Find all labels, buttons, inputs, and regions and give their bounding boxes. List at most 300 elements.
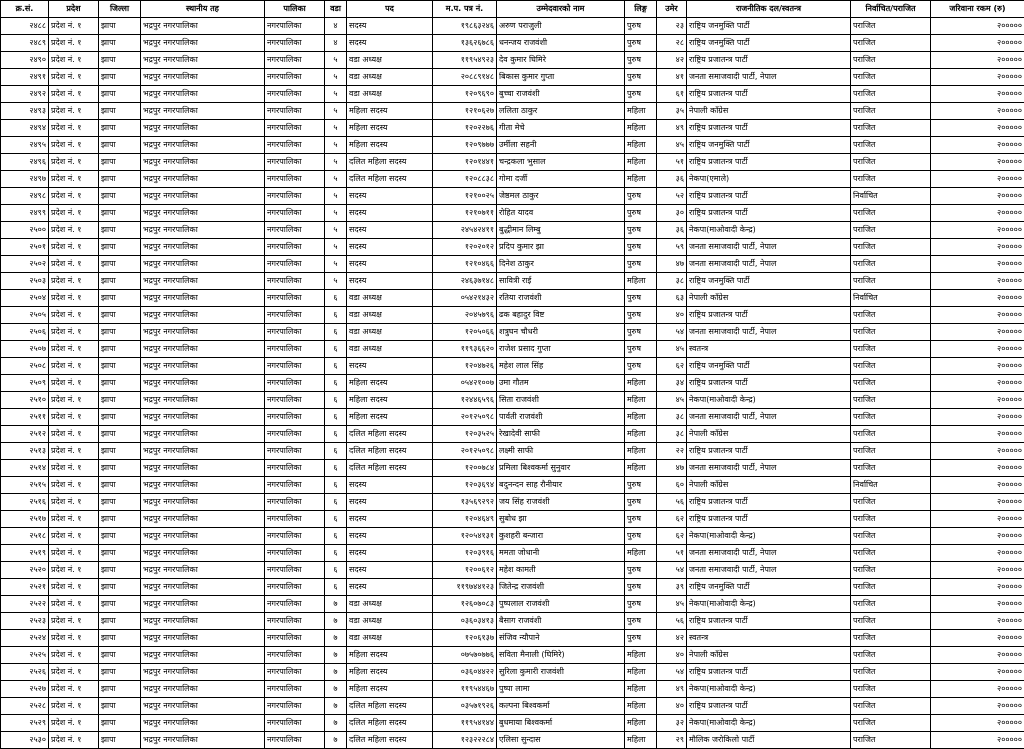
cell-municipality-type: नगरपालिका	[265, 154, 325, 171]
cell-candidate-name: बुद्धीमान लिम्बु	[497, 222, 625, 239]
cell-municipality-type: नगरपालिका	[265, 273, 325, 290]
table-row	[1, 732, 1024, 749]
cell-gender: महिला	[625, 392, 657, 409]
cell-municipality-type: नगरपालिका	[265, 562, 325, 579]
cell-province: प्रदेश नं. १	[49, 511, 99, 528]
cell-fine-amount: २०००००	[931, 290, 1024, 307]
cell-serial: २४९४	[1, 120, 49, 137]
table-row	[1, 137, 1024, 154]
cell-voter-id: २०१२५०९८	[433, 409, 497, 426]
cell-candidate-name: सविता मैनाली (घिमिरे)	[497, 647, 625, 664]
cell-candidate-name: एलिसा सुन्दास	[497, 732, 625, 749]
cell-voter-id: ०३५७१९२६	[433, 698, 497, 715]
cell-local-level: भद्रपुर नगरपालिका	[141, 443, 265, 460]
cell-province: प्रदेश नं. १	[49, 52, 99, 69]
cell-fine-amount: २०००००	[931, 460, 1024, 477]
cell-fine-amount: २०००००	[931, 120, 1024, 137]
cell-voter-id: ११९५४९२३	[433, 52, 497, 69]
cell-municipality-type: नगरपालिका	[265, 426, 325, 443]
cell-province: प्रदेश नं. १	[49, 154, 99, 171]
cell-ward: ५	[325, 171, 347, 188]
cell-province: प्रदेश नं. १	[49, 613, 99, 630]
cell-candidate-name: ढक बहादुर विष्ट	[497, 307, 625, 324]
cell-party: मौलिक जरोकिलो पार्टी	[687, 732, 851, 749]
cell-local-level: भद्रपुर नगरपालिका	[141, 681, 265, 698]
table-row	[1, 477, 1024, 494]
cell-province: प्रदेश नं. १	[49, 256, 99, 273]
cell-age: ५६	[657, 494, 687, 511]
cell-party: राष्ट्रिय प्रजातन्त्र पार्टी	[687, 375, 851, 392]
cell-district: झापा	[99, 460, 141, 477]
table-row	[1, 171, 1024, 188]
cell-province: प्रदेश नं. १	[49, 120, 99, 137]
cell-district: झापा	[99, 375, 141, 392]
cell-candidate-name: गोमा दर्जी	[497, 171, 625, 188]
cell-local-level: भद्रपुर नगरपालिका	[141, 290, 265, 307]
cell-gender: पुरुष	[625, 205, 657, 222]
cell-fine-amount: २०००००	[931, 358, 1024, 375]
cell-municipality-type: नगरपालिका	[265, 528, 325, 545]
cell-age: ५४	[657, 664, 687, 681]
cell-voter-id: १२६०७०८३	[433, 596, 497, 613]
cell-candidate-name: बिकास कुमार गुप्ता	[497, 69, 625, 86]
cell-party: नेपाली काँग्रेस	[687, 103, 851, 120]
cell-municipality-type: नगरपालिका	[265, 392, 325, 409]
cell-serial: २५१९	[1, 545, 49, 562]
cell-ward: ६	[325, 545, 347, 562]
cell-province: प्रदेश नं. १	[49, 562, 99, 579]
cell-municipality-type: नगरपालिका	[265, 188, 325, 205]
cell-post: सदस्य	[347, 358, 433, 375]
cell-local-level: भद्रपुर नगरपालिका	[141, 239, 265, 256]
cell-party: नेकपा(माओवादी केन्द्र)	[687, 528, 851, 545]
cell-municipality-type: नगरपालिका	[265, 69, 325, 86]
cell-gender: पुरुष	[625, 358, 657, 375]
cell-party: राष्ट्रिय प्रजातन्त्र पार्टी	[687, 120, 851, 137]
cell-province: प्रदेश नं. १	[49, 188, 99, 205]
cell-municipality-type: नगरपालिका	[265, 341, 325, 358]
header-voter-id: म.प. पत्र नं.	[433, 1, 497, 18]
cell-municipality-type: नगरपालिका	[265, 86, 325, 103]
cell-municipality-type: नगरपालिका	[265, 137, 325, 154]
cell-candidate-name: जेष्ठमल ठाकुर	[497, 188, 625, 205]
cell-fine-amount: २०००००	[931, 86, 1024, 103]
cell-province: प्रदेश नं. १	[49, 137, 99, 154]
cell-gender: पुरुष	[625, 324, 657, 341]
table-row	[1, 18, 1024, 35]
table-row	[1, 664, 1024, 681]
cell-local-level: भद्रपुर नगरपालिका	[141, 205, 265, 222]
cell-municipality-type: नगरपालिका	[265, 579, 325, 596]
cell-gender: पुरुष	[625, 222, 657, 239]
table-row	[1, 188, 1024, 205]
cell-district: झापा	[99, 103, 141, 120]
cell-serial: २४९८	[1, 188, 49, 205]
cell-candidate-name: शत्रुघन चौधरी	[497, 324, 625, 341]
cell-candidate-name: जय सिंह राजवंशी	[497, 494, 625, 511]
cell-candidate-name: गीता मेचे	[497, 120, 625, 137]
cell-serial: २५३०	[1, 732, 49, 749]
cell-province: प्रदेश नं. १	[49, 35, 99, 52]
table-row	[1, 460, 1024, 477]
cell-ward: ६	[325, 426, 347, 443]
cell-candidate-name: सावित्री राई	[497, 273, 625, 290]
cell-age: ३८	[657, 426, 687, 443]
cell-ward: ७	[325, 630, 347, 647]
cell-province: प्रदेश नं. १	[49, 630, 99, 647]
cell-post: दलित महिला सदस्य	[347, 698, 433, 715]
cell-candidate-name: ललिता ठाकुर	[497, 103, 625, 120]
cell-municipality-type: नगरपालिका	[265, 630, 325, 647]
cell-voter-id: १२०९६९०	[433, 86, 497, 103]
cell-candidate-name: धनन्जय राजवंशी	[497, 35, 625, 52]
cell-gender: महिला	[625, 375, 657, 392]
cell-voter-id: १२०३६९४	[433, 477, 497, 494]
table-row	[1, 715, 1024, 732]
cell-fine-amount: २०००००	[931, 715, 1024, 732]
cell-party: राष्ट्रिय प्रजातन्त्र पार्टी	[687, 511, 851, 528]
cell-voter-id: २०१२५०९८	[433, 443, 497, 460]
cell-voter-id: १२४४६५९६	[433, 392, 497, 409]
cell-party: नेकपा(माओवादी केन्द्र)	[687, 681, 851, 698]
cell-post: दलित महिला सदस्य	[347, 171, 433, 188]
cell-result: पराजित	[851, 154, 931, 171]
cell-province: प्रदेश नं. १	[49, 239, 99, 256]
cell-party: राष्ट्रिय प्रजातन्त्र पार्टी	[687, 698, 851, 715]
cell-province: प्रदेश नं. १	[49, 647, 99, 664]
cell-ward: ६	[325, 324, 347, 341]
cell-fine-amount: २०००००	[931, 222, 1024, 239]
cell-local-level: भद्रपुर नगरपालिका	[141, 732, 265, 749]
cell-province: प्रदेश नं. १	[49, 681, 99, 698]
header-municipality-type: पालिका	[265, 1, 325, 18]
cell-fine-amount: २०००००	[931, 341, 1024, 358]
cell-ward: ६	[325, 579, 347, 596]
cell-candidate-name: बैसाग राजवंशी	[497, 613, 625, 630]
cell-municipality-type: नगरपालिका	[265, 103, 325, 120]
cell-age: ४०	[657, 647, 687, 664]
cell-local-level: भद्रपुर नगरपालिका	[141, 647, 265, 664]
cell-serial: २५००	[1, 222, 49, 239]
cell-ward: ७	[325, 596, 347, 613]
cell-age: ६२	[657, 358, 687, 375]
cell-party: राष्ट्रिय जनमुक्ति पार्टी	[687, 358, 851, 375]
cell-party: जनता समाजवादी पार्टी, नेपाल	[687, 545, 851, 562]
cell-ward: ६	[325, 307, 347, 324]
cell-voter-id: ११९५४४६७	[433, 681, 497, 698]
table-row	[1, 511, 1024, 528]
table-body	[1, 18, 1024, 749]
cell-ward: ५	[325, 86, 347, 103]
cell-province: प्रदेश नं. १	[49, 86, 99, 103]
cell-serial: २४९१	[1, 69, 49, 86]
cell-gender: पुरुष	[625, 494, 657, 511]
cell-local-level: भद्रपुर नगरपालिका	[141, 120, 265, 137]
header-candidate-name: उम्मेदवारको नाम	[497, 1, 625, 18]
cell-serial: २५०१	[1, 239, 49, 256]
cell-province: प्रदेश नं. १	[49, 494, 99, 511]
cell-party: राष्ट्रिय प्रजातन्त्र पार्टी	[687, 86, 851, 103]
cell-voter-id: १२०२२७६	[433, 120, 497, 137]
cell-voter-id: १२०५०६६	[433, 324, 497, 341]
cell-municipality-type: नगरपालिका	[265, 52, 325, 69]
cell-municipality-type: नगरपालिका	[265, 698, 325, 715]
cell-result: पराजित	[851, 545, 931, 562]
cell-serial: २५१०	[1, 392, 49, 409]
cell-post: महिला सदस्य	[347, 392, 433, 409]
cell-candidate-name: बुधमाया बिश्वकर्मा	[497, 715, 625, 732]
cell-result: पराजित	[851, 341, 931, 358]
cell-district: झापा	[99, 715, 141, 732]
table-row	[1, 239, 1024, 256]
cell-serial: २५१३	[1, 443, 49, 460]
cell-result: पराजित	[851, 256, 931, 273]
cell-post: सदस्य	[347, 579, 433, 596]
cell-municipality-type: नगरपालिका	[265, 290, 325, 307]
cell-local-level: भद्रपुर नगरपालिका	[141, 426, 265, 443]
cell-party: नेपाली काँग्रेस	[687, 647, 851, 664]
cell-province: प्रदेश नं. १	[49, 222, 99, 239]
cell-local-level: भद्रपुर नगरपालिका	[141, 324, 265, 341]
cell-district: झापा	[99, 239, 141, 256]
cell-serial: २५१८	[1, 528, 49, 545]
cell-district: झापा	[99, 120, 141, 137]
cell-serial: २५०७	[1, 341, 49, 358]
cell-result: पराजित	[851, 324, 931, 341]
cell-voter-id: २०४५७९६	[433, 307, 497, 324]
cell-candidate-name: अरुण पराजुली	[497, 18, 625, 35]
cell-post: दलित महिला सदस्य	[347, 460, 433, 477]
cell-gender: पुरुष	[625, 256, 657, 273]
cell-fine-amount: २०००००	[931, 35, 1024, 52]
cell-voter-id: १२१०४६६	[433, 256, 497, 273]
cell-voter-id: १२०६१३७	[433, 630, 497, 647]
cell-ward: ७	[325, 664, 347, 681]
cell-district: झापा	[99, 273, 141, 290]
cell-local-level: भद्रपुर नगरपालिका	[141, 511, 265, 528]
cell-local-level: भद्रपुर नगरपालिका	[141, 562, 265, 579]
cell-local-level: भद्रपुर नगरपालिका	[141, 341, 265, 358]
cell-candidate-name: पुष्पलाल राजवंशी	[497, 596, 625, 613]
cell-result: पराजित	[851, 52, 931, 69]
cell-province: प्रदेश नं. १	[49, 579, 99, 596]
cell-age: ६३	[657, 290, 687, 307]
cell-candidate-name: रोहित यादव	[497, 205, 625, 222]
cell-post: सदस्य	[347, 188, 433, 205]
cell-municipality-type: नगरपालिका	[265, 664, 325, 681]
cell-voter-id: १२०४६४९	[433, 511, 497, 528]
cell-party: जनता समाजवादी पार्टी, नेपाल	[687, 460, 851, 477]
cell-fine-amount: २०००००	[931, 392, 1024, 409]
cell-fine-amount: २०००००	[931, 137, 1024, 154]
cell-province: प्रदेश नं. १	[49, 392, 99, 409]
cell-voter-id: ११९३६६२०	[433, 341, 497, 358]
cell-municipality-type: नगरपालिका	[265, 477, 325, 494]
cell-age: ३८	[657, 409, 687, 426]
cell-serial: २४९२	[1, 86, 49, 103]
table-row	[1, 426, 1024, 443]
cell-serial: २४९९	[1, 205, 49, 222]
cell-age: ४२	[657, 52, 687, 69]
cell-municipality-type: नगरपालिका	[265, 494, 325, 511]
cell-post: महिला सदस्य	[347, 375, 433, 392]
cell-voter-id: ११९७४४१२३	[433, 579, 497, 596]
cell-district: झापा	[99, 630, 141, 647]
table-row	[1, 630, 1024, 647]
cell-age: ३४	[657, 375, 687, 392]
cell-province: प्रदेश नं. १	[49, 358, 99, 375]
cell-local-level: भद्रपुर नगरपालिका	[141, 52, 265, 69]
cell-province: प्रदेश नं. १	[49, 528, 99, 545]
cell-ward: ५	[325, 273, 347, 290]
cell-municipality-type: नगरपालिका	[265, 647, 325, 664]
cell-fine-amount: २०००००	[931, 494, 1024, 511]
cell-ward: ४	[325, 18, 347, 35]
cell-province: प्रदेश नं. १	[49, 341, 99, 358]
cell-party: राष्ट्रिय प्रजातन्त्र पार्टी	[687, 494, 851, 511]
cell-local-level: भद्रपुर नगरपालिका	[141, 579, 265, 596]
cell-result: पराजित	[851, 205, 931, 222]
cell-municipality-type: नगरपालिका	[265, 613, 325, 630]
cell-gender: पुरुष	[625, 86, 657, 103]
cell-candidate-name: पार्वती राजवंशी	[497, 409, 625, 426]
cell-fine-amount: २०००००	[931, 256, 1024, 273]
cell-party: नेकपा(माओवादी केन्द्र)	[687, 222, 851, 239]
cell-age: २८	[657, 35, 687, 52]
cell-ward: ७	[325, 681, 347, 698]
cell-post: सदस्य	[347, 239, 433, 256]
cell-serial: २५२८	[1, 698, 49, 715]
cell-province: प्रदेश नं. १	[49, 103, 99, 120]
cell-serial: २५०३	[1, 273, 49, 290]
cell-post: सदस्य	[347, 256, 433, 273]
cell-result: पराजित	[851, 630, 931, 647]
cell-district: झापा	[99, 545, 141, 562]
cell-serial: २५१५	[1, 477, 49, 494]
cell-candidate-name: उर्मीला सहनी	[497, 137, 625, 154]
cell-serial: २५२६	[1, 664, 49, 681]
cell-age: ३६	[657, 171, 687, 188]
cell-municipality-type: नगरपालिका	[265, 324, 325, 341]
cell-voter-id: ०५४२१००७	[433, 375, 497, 392]
cell-local-level: भद्रपुर नगरपालिका	[141, 596, 265, 613]
cell-voter-id: २४५४२४११	[433, 222, 497, 239]
cell-fine-amount: २०००००	[931, 579, 1024, 596]
cell-serial: २५११	[1, 409, 49, 426]
cell-candidate-name: प्रमिला बिश्वकर्मा सुनुवार	[497, 460, 625, 477]
cell-province: प्रदेश नं. १	[49, 477, 99, 494]
cell-serial: २५०२	[1, 256, 49, 273]
cell-province: प्रदेश नं. १	[49, 290, 99, 307]
cell-fine-amount: २०००००	[931, 205, 1024, 222]
cell-candidate-name: चन्द्रकला भुसाल	[497, 154, 625, 171]
cell-age: ३६	[657, 222, 687, 239]
cell-party: राष्ट्रिय जनमुक्ति पार्टी	[687, 18, 851, 35]
cell-gender: महिला	[625, 273, 657, 290]
cell-party: राष्ट्रिय प्रजातन्त्र पार्टी	[687, 613, 851, 630]
cell-serial: २५०५	[1, 307, 49, 324]
header-row	[1, 1, 1024, 18]
cell-party: जनता समाजवादी पार्टी, नेपाल	[687, 239, 851, 256]
cell-result: पराजित	[851, 103, 931, 120]
table-row	[1, 222, 1024, 239]
cell-gender: पुरुष	[625, 528, 657, 545]
cell-serial: २४८९	[1, 35, 49, 52]
cell-ward: ५	[325, 222, 347, 239]
cell-local-level: भद्रपुर नगरपालिका	[141, 69, 265, 86]
cell-district: झापा	[99, 579, 141, 596]
cell-result: पराजित	[851, 222, 931, 239]
cell-result: पराजित	[851, 698, 931, 715]
cell-municipality-type: नगरपालिका	[265, 460, 325, 477]
cell-serial: २४८८	[1, 18, 49, 35]
cell-district: झापा	[99, 358, 141, 375]
cell-local-level: भद्रपुर नगरपालिका	[141, 103, 265, 120]
cell-result: पराजित	[851, 715, 931, 732]
cell-fine-amount: २०००००	[931, 426, 1024, 443]
cell-post: सदस्य	[347, 35, 433, 52]
cell-fine-amount: २०००००	[931, 154, 1024, 171]
cell-ward: ६	[325, 511, 347, 528]
cell-result: पराजित	[851, 579, 931, 596]
cell-district: झापा	[99, 562, 141, 579]
cell-municipality-type: नगरपालिका	[265, 171, 325, 188]
cell-district: झापा	[99, 18, 141, 35]
cell-serial: २५२९	[1, 715, 49, 732]
cell-candidate-name: देव कुमार घिमिरे	[497, 52, 625, 69]
cell-municipality-type: नगरपालिका	[265, 239, 325, 256]
cell-ward: ७	[325, 698, 347, 715]
cell-serial: २५०८	[1, 358, 49, 375]
cell-fine-amount: २०००००	[931, 528, 1024, 545]
cell-age: ४१	[657, 69, 687, 86]
cell-district: झापा	[99, 290, 141, 307]
cell-fine-amount: २०००००	[931, 596, 1024, 613]
cell-gender: पुरुष	[625, 562, 657, 579]
cell-gender: पुरुष	[625, 511, 657, 528]
cell-district: झापा	[99, 528, 141, 545]
cell-voter-id: ०३६०३४१३	[433, 613, 497, 630]
cell-fine-amount: २०००००	[931, 409, 1024, 426]
cell-fine-amount: २०००००	[931, 239, 1024, 256]
cell-candidate-name: सुबोध झा	[497, 511, 625, 528]
header-province: प्रदेश	[49, 1, 99, 18]
cell-serial: २४९७	[1, 171, 49, 188]
cell-ward: ६	[325, 358, 347, 375]
cell-voter-id: १३६२६७८६	[433, 35, 497, 52]
cell-ward: ६	[325, 443, 347, 460]
cell-serial: २५२२	[1, 596, 49, 613]
cell-voter-id: १२०२०१२	[433, 239, 497, 256]
cell-voter-id: १९८६३२४६	[433, 18, 497, 35]
cell-local-level: भद्रपुर नगरपालिका	[141, 409, 265, 426]
cell-post: सदस्य	[347, 273, 433, 290]
cell-district: झापा	[99, 664, 141, 681]
table-row	[1, 596, 1024, 613]
cell-voter-id: १२०३९१६	[433, 545, 497, 562]
cell-ward: ५	[325, 188, 347, 205]
cell-municipality-type: नगरपालिका	[265, 443, 325, 460]
cell-gender: महिला	[625, 137, 657, 154]
cell-voter-id: १२०८८३८	[433, 171, 497, 188]
table-row	[1, 35, 1024, 52]
cell-candidate-name: राजेश प्रसाद गुप्ता	[497, 341, 625, 358]
cell-post: वडा अध्यक्ष	[347, 613, 433, 630]
table-row	[1, 205, 1024, 222]
cell-age: ६१	[657, 86, 687, 103]
cell-serial: २५२७	[1, 681, 49, 698]
cell-age: ५१	[657, 545, 687, 562]
